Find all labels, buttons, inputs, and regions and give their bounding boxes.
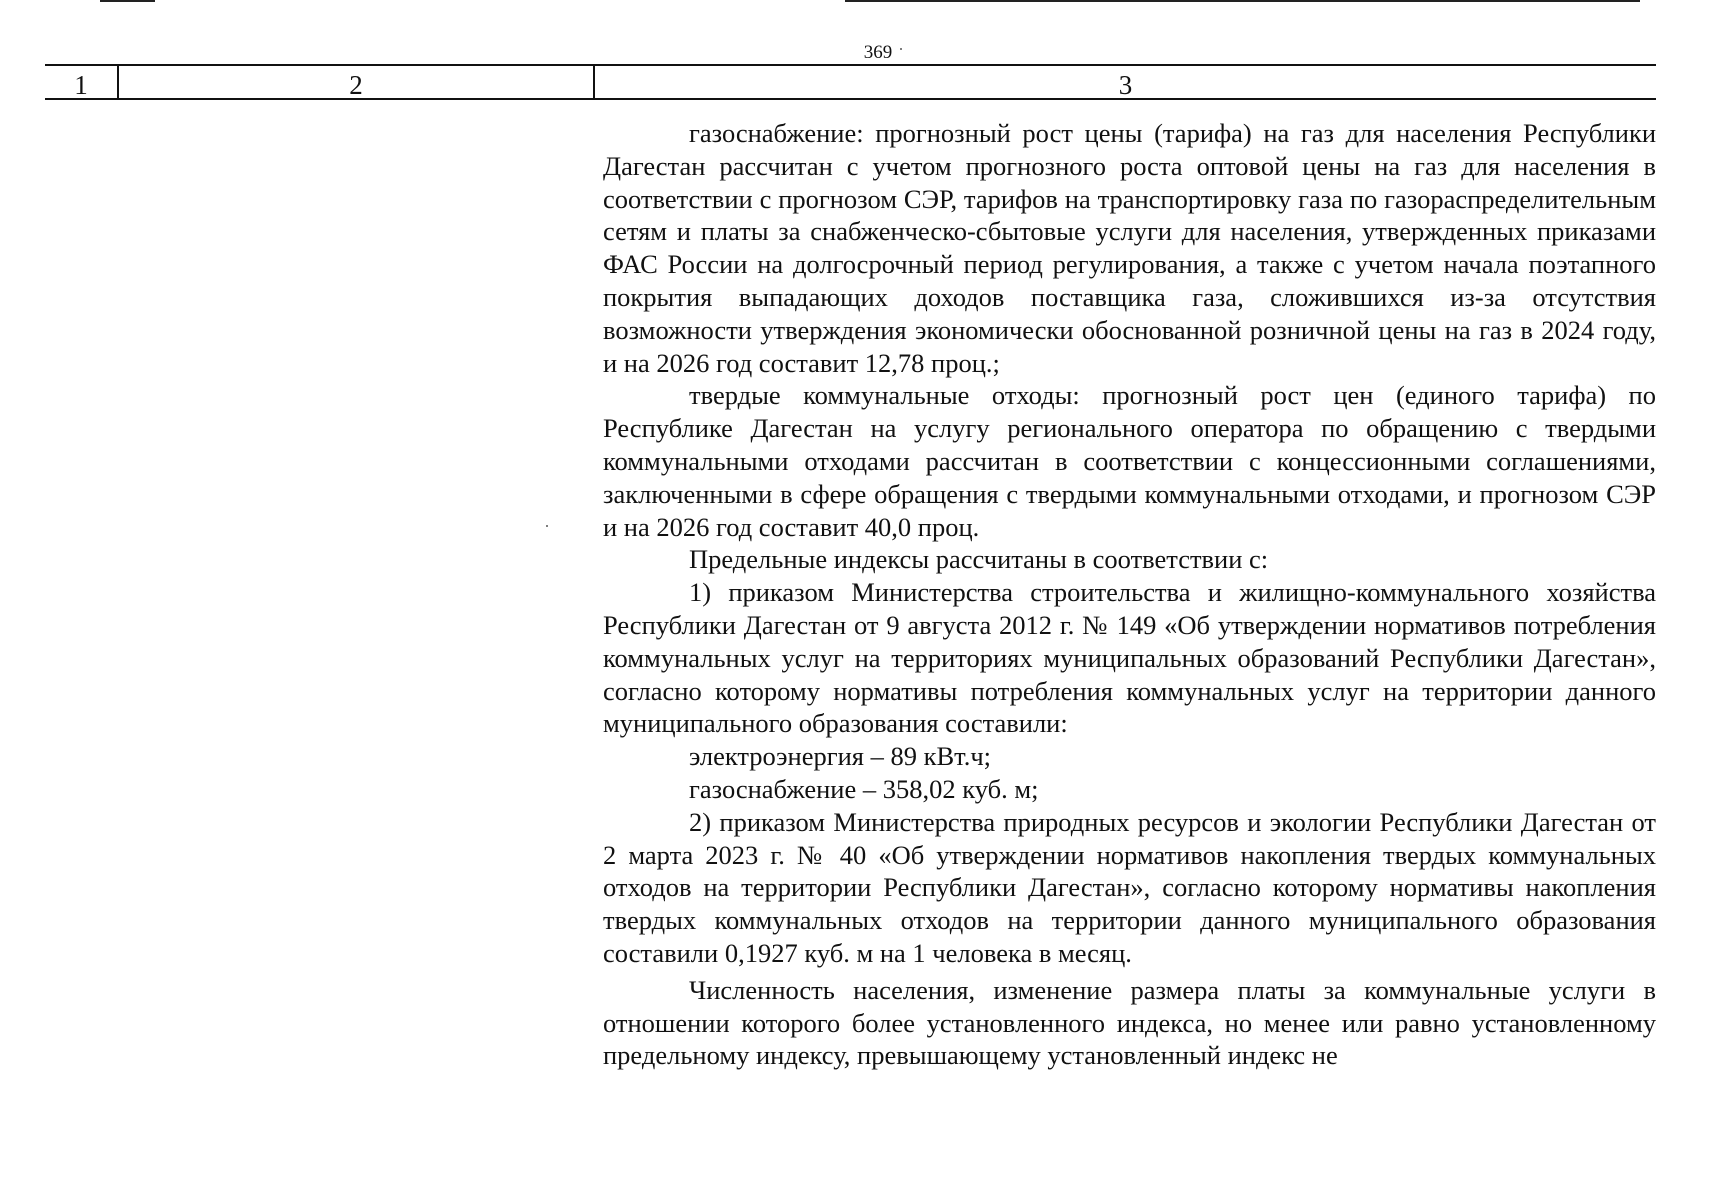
scan-speck bbox=[900, 48, 902, 50]
paragraph-electricity-norm: электроэнергия – 89 кВт.ч; bbox=[689, 741, 992, 772]
paragraph-order-149: 1) приказом Министерства строительства и жилищно-коммунального хозяйства Республики Дагестан от 9 августа 2012 г. № 149 «Об утверждении нормативов потребления коммунальных услуг на территориях муниципальных образований Республики Дагестан», согласно которому нормативы потребления коммунальных услуг на территории данного муниципального образования составили: bbox=[603, 577, 1656, 739]
paragraph-gas-norm: газоснабжение – 358,02 куб. м; bbox=[689, 773, 1039, 804]
body-text-column bbox=[603, 117, 1656, 1072]
scan-edge-mark-left bbox=[100, 0, 155, 2]
scan-edge-mark-right bbox=[845, 0, 1640, 2]
column-header-1: 1 bbox=[74, 70, 88, 100]
scan-speck bbox=[546, 525, 548, 527]
paragraph-order-40: 2) приказом Министерства природных ресурсов и экологии Республики Дагестан от 2 марта 2023 г. № 40 «Об утверждении нормативов накопления твердых коммунальных отходов на территории Республики Дагестан», согласно которому нормативы накопления твердых коммунальных отходов на территории данного муниципального образования составили 0,1927 куб. м на 1 человека в месяц. bbox=[603, 806, 1656, 968]
column-header-3: 3 bbox=[1118, 70, 1133, 100]
paragraph-population: Численность населения, изменение размера платы за коммунальные услуги в отношении которого более установленного индекса, но менее или равно установленному предельному индексу, превышающему установленный индекс не bbox=[603, 974, 1656, 1071]
column-header-2: 2 bbox=[349, 70, 363, 100]
paragraph-gas-supply: газоснабжение: прогнозный рост цены (тарифа) на газ для населения Республики Дагестан рассчитан с учетом прогнозного роста оптовой цены на газ для населения в соответствии с прогнозом СЭР, тарифов на транспортировку газа по газораспределительным сетям и платы за снабженческо-сбытовые услуги для населения, утвержденных приказами ФАС России на долгосрочный период регулирования, а также с учетом начала поэтапного покрытия выпадающих доходов поставщика газа, сложившихся из-за отсутствия возможности утверждения экономически обоснованной розничной цены на газ в 2024 году, и на 2026 год составит 12,78 проц.; bbox=[603, 118, 1656, 378]
header-top-rule bbox=[45, 64, 1656, 66]
page-number: 369 bbox=[863, 42, 893, 63]
paragraph-solid-waste: твердые коммунальные отходы: прогнозный рост цен (единого тарифа) по Республике Дагестан на услугу регионального оператора по обращению с твердыми коммунальными отходами рассчитан в соответствии с концессионными соглашениями, заключенными в сфере обращения с твердыми коммунальными отходами, и прогнозом СЭР и на 2026 год составит 40,0 проц. bbox=[603, 380, 1656, 542]
paragraph-indices-intro: Предельные индексы рассчитаны в соответствии с: bbox=[689, 544, 1269, 575]
